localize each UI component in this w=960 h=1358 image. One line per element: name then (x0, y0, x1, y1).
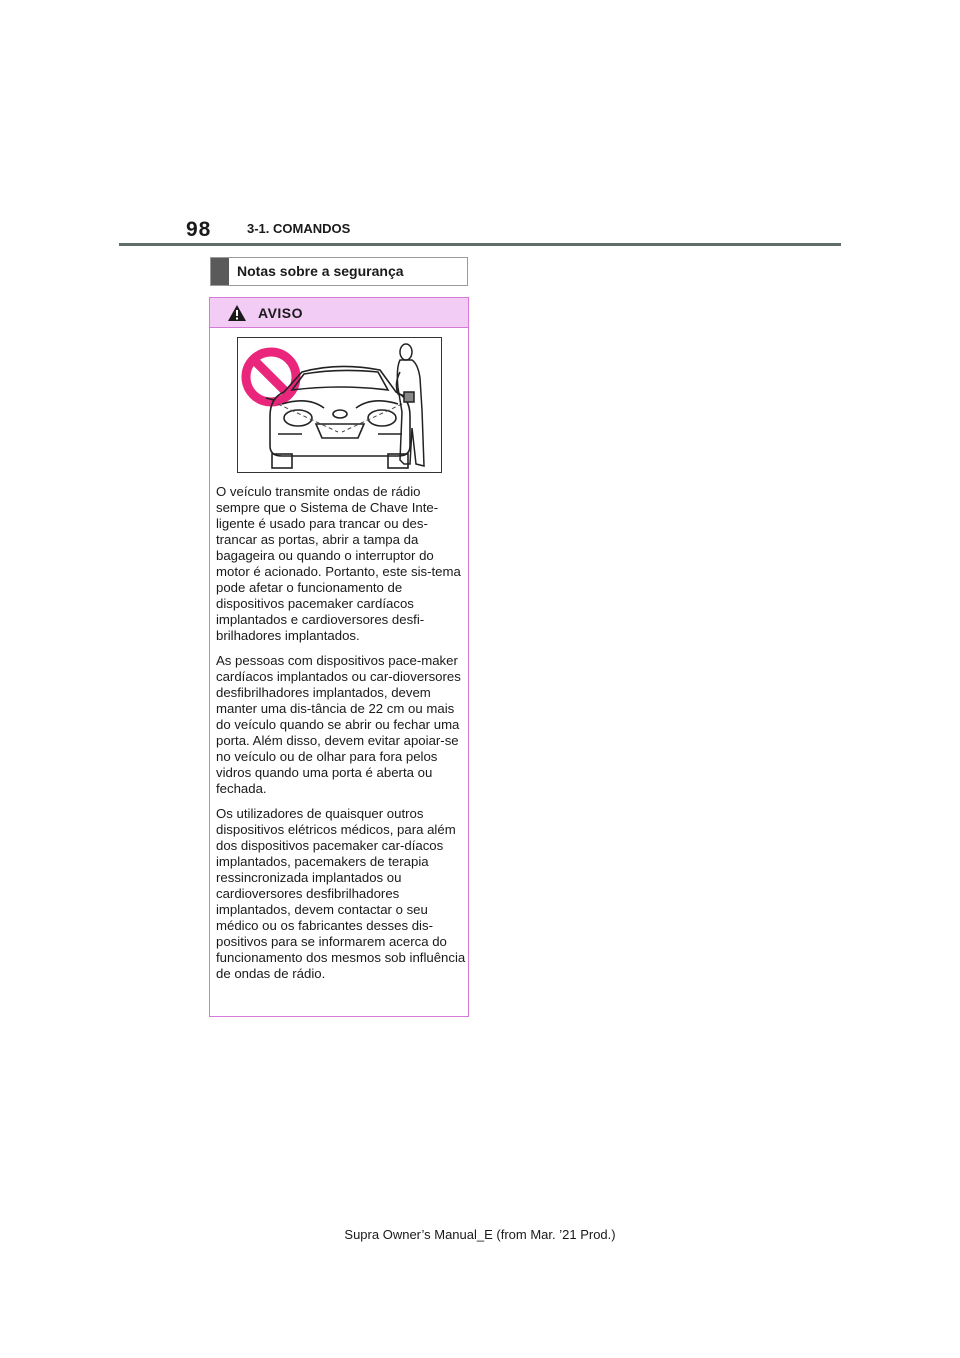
subheading-bar (211, 258, 229, 285)
car-front (266, 366, 414, 468)
warning-box (209, 297, 469, 1017)
warning-paragraph-1: O veículo transmite ondas de rádio sempre que o Sistema de Chave Inte-ligente é usado para trancar ou des-trancar as portas, abrir a tampa da bagageira ou quando o interruptor do motor é acionado. Portanto, este sis-tema pode afetar o funcionamento de dispositivos pacemaker cardíacos implantados e cardioversores desfi-brilhadores implantados. (216, 484, 461, 643)
section-title: 3-1. COMANDOS (247, 221, 351, 236)
person-figure (396, 344, 424, 466)
warning-body (216, 484, 468, 991)
car-person-drawing (238, 338, 441, 472)
subheading-box (210, 257, 468, 286)
subheading-title: Notas sobre a segurança (237, 263, 404, 279)
page-number: 98 (186, 218, 212, 241)
warning-title: AVISO (258, 305, 304, 321)
warning-paragraph-2: As pessoas com dispositivos pace-maker cardíacos implantados ou car-dioversores desfibrilhadores implantados, devem manter uma dis-tância de 22 cm ou mais do veículo quando se abrir ou fechar uma porta. Além disso, devem evitar apoiar-se no veículo ou de olhar para fora pelos vidros quando uma porta é aberta ou fechada. (216, 653, 461, 796)
car-illustration (237, 337, 442, 473)
warning-paragraph-3: Os utilizadores de quaisquer outros dispositivos elétricos médicos, para além dos dispositivos pacemaker car-díacos implantados, pacemakers de terapia ressincronizada implantados ou cardioversores desfibrilhadores implantados, devem contactar o seu médico ou os fabricantes desses dis-positivos para se informarem acerca do funcionamento dos mesmos sob influência de ondas de rádio. (216, 806, 466, 981)
header-rule (119, 243, 841, 246)
warning-triangle-icon (227, 304, 247, 322)
warning-header (210, 298, 468, 328)
footer: Supra Owner’s Manual_E (from Mar. ’21 Prod.) (344, 1227, 616, 1242)
prohibited-sign-icon (246, 352, 296, 402)
